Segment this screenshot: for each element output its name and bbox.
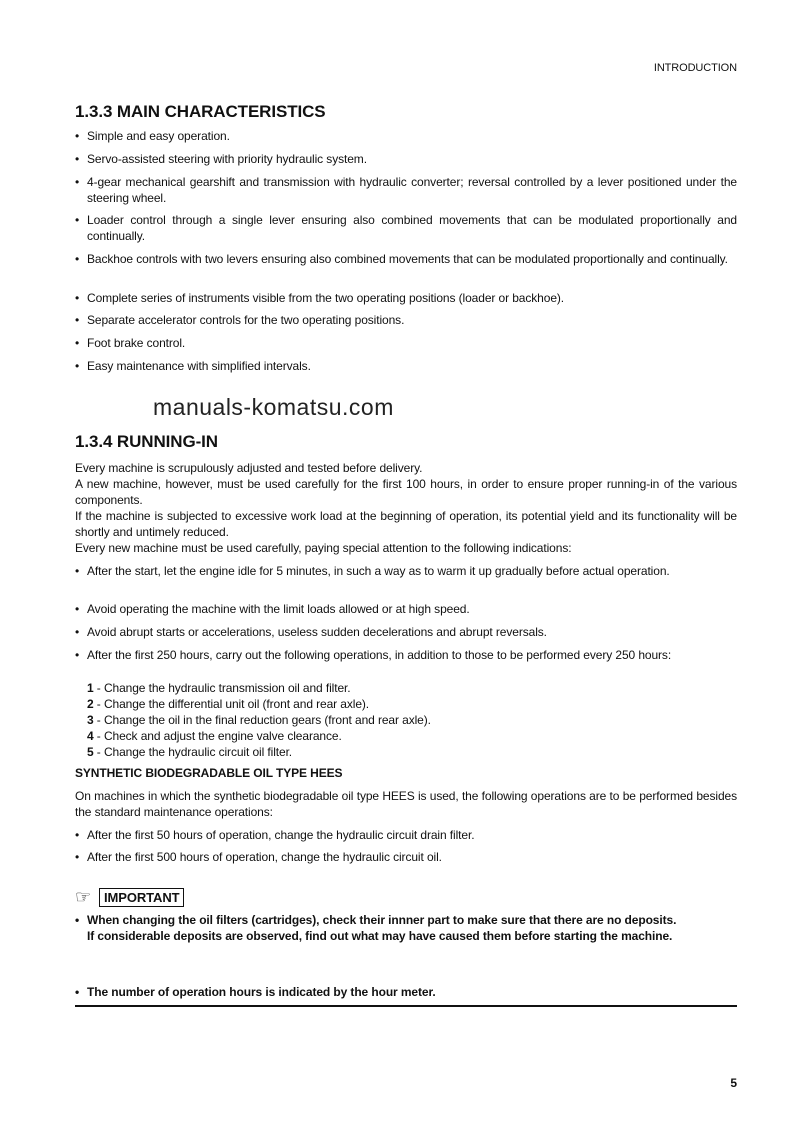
section-header: INTRODUCTION	[653, 62, 737, 74]
paragraph: On machines in which the synthetic biodegradable oil type HEES is used, the following operations are to be performed besides the standard maintenance operations:	[75, 789, 737, 819]
step: 5 - Change the hydraulic circuit oil filter.	[87, 745, 293, 759]
step: 2 - Change the differential unit oil (front and rear axle).	[87, 697, 370, 711]
step: 3 - Change the oil in the final reduction gears (front and rear axle).	[87, 713, 431, 727]
list-item: • When changing the oil filters (cartridges), check their innner part to make sure that there are no deposits. If considerable deposits are observed, find out what may have caused them before starting the machine.	[75, 912, 737, 944]
paragraph: A new machine, however, must be used carefully for the first 100 hours, in order to ensure proper running-in of the various components.	[75, 477, 737, 507]
list-item: • 4-gear mechanical gearshift and transmission with hydraulic converter; reversal controlled by a lever positioned under the steering wheel.	[75, 174, 737, 206]
list-item: • Loader control through a single lever ensuring also combined movements that can be modulated proportionally and continually.	[75, 212, 737, 244]
list-item: • After the first 250 hours, carry out the following operations, in addition to those to be performed every 250 hours:	[75, 647, 737, 663]
heading-running-in: 1.3.4 RUNNING-IN	[75, 432, 218, 451]
list-item: • Avoid operating the machine with the limit loads allowed or at high speed.	[75, 601, 737, 617]
list-item: • After the first 500 hours of operation, change the hydraulic circuit oil.	[75, 849, 737, 865]
list-item: • Servo-assisted steering with priority hydraulic system.	[75, 151, 737, 167]
list-item: • After the start, let the engine idle for 5 minutes, in such a way as to warm it up gradually before actual operation.	[75, 563, 737, 579]
important-label: IMPORTANT	[99, 888, 184, 907]
step: 1 - Change the hydraulic transmission oil and filter.	[87, 681, 351, 695]
list-item: • Foot brake control.	[75, 335, 737, 351]
list-item: • The number of operation hours is indicated by the hour meter.	[75, 984, 737, 1000]
watermark: manuals-komatsu.com	[153, 394, 394, 420]
important-notice	[75, 887, 184, 908]
page-number: 5	[730, 1076, 737, 1090]
paragraph: Every machine is scrupulously adjusted and tested before delivery.	[75, 461, 423, 475]
paragraph: Every new machine must be used carefully, paying special attention to the following indications:	[75, 541, 572, 555]
numbered-list	[87, 680, 431, 760]
heading-main-characteristics: 1.3.3 MAIN CHARACTERISTICS	[75, 102, 326, 121]
subheading-hees: SYNTHETIC BIODEGRADABLE OIL TYPE HEES	[75, 766, 343, 780]
pointing-hand-icon: ☞	[75, 887, 92, 907]
list-item: • After the first 50 hours of operation, change the hydraulic circuit drain filter.	[75, 827, 737, 843]
list-item: • Backhoe controls with two levers ensuring also combined movements that can be modulated proportionally and continually.	[75, 251, 737, 267]
paragraph: If the machine is subjected to excessive work load at the beginning of operation, its potential yield and its functionality will be shortly and untimely reduced.	[75, 509, 737, 539]
list-item: • Easy maintenance with simplified intervals.	[75, 358, 737, 374]
list-item: • Separate accelerator controls for the two operating positions.	[75, 312, 737, 328]
divider	[75, 1005, 737, 1007]
list-item: • Complete series of instruments visible from the two operating positions (loader or backhoe).	[75, 290, 737, 306]
list-item: • Simple and easy operation.	[75, 128, 737, 144]
list-item: • Avoid abrupt starts or accelerations, useless sudden decelerations and abrupt reversals.	[75, 624, 737, 640]
step: 4 - Check and adjust the engine valve clearance.	[87, 729, 342, 743]
